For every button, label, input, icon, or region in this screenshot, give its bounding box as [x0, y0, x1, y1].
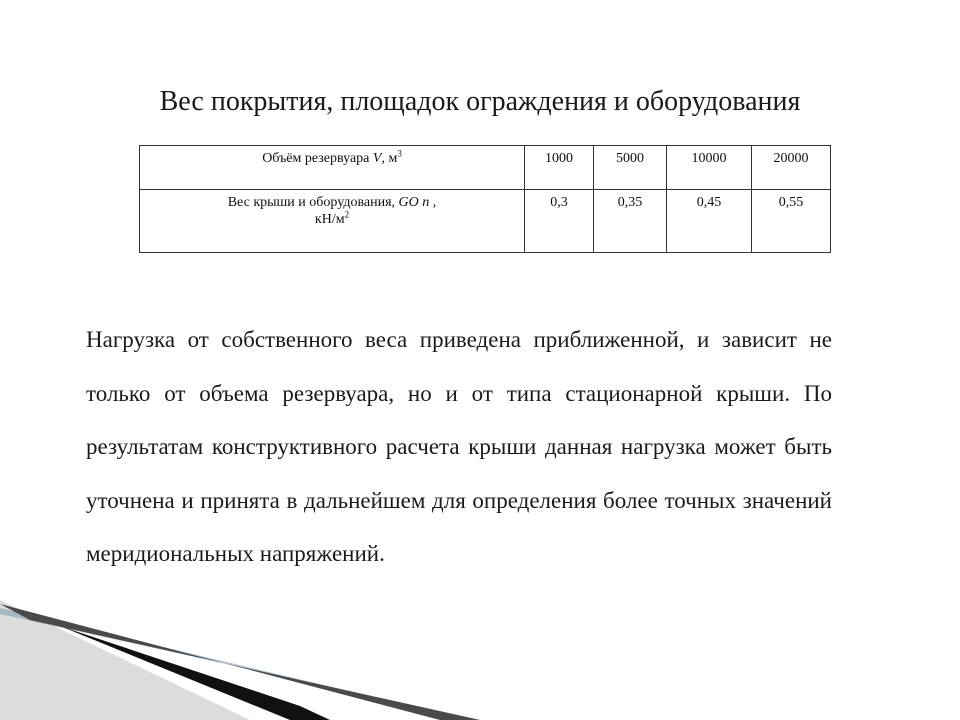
table-header-row — [140, 146, 831, 190]
weight-label-suffix: , — [429, 195, 437, 210]
weight-symbol: GO n — [398, 195, 430, 210]
weight-value-cell: 0,3 — [525, 190, 594, 253]
table-weight-row — [140, 190, 831, 253]
body-paragraph: Нагрузка от собственного веса приведена приближенной, и зависит не только от объема резервуара, но и от типа стационарной крыши. По результатам конструктивного расчета крыши данная нагрузка может быть уточнена и принята в дальнейшем для определения более точных значений меридиональных напряжений. — [86, 327, 832, 566]
volume-label-prefix: Объём резервуара — [262, 151, 373, 166]
volume-symbol: V — [372, 151, 382, 166]
decorative-stripes — [0, 560, 480, 720]
volume-value-cell: 5000 — [594, 146, 667, 190]
weight-value-cell: 0,55 — [752, 190, 831, 253]
weight-unit-exponent: 2 — [344, 209, 350, 220]
volume-value-cell: 20000 — [752, 146, 831, 190]
volume-value-cell: 1000 — [525, 146, 594, 190]
weight-label-prefix: Вес крыши и оборудования, — [227, 195, 399, 210]
volume-value-cell: 10000 — [667, 146, 752, 190]
slide-title: Вес покрытия, площадок ограждения и оборудования — [159, 86, 801, 117]
volume-label-cell — [140, 146, 525, 190]
weight-table — [139, 145, 831, 253]
weight-label-cell — [140, 190, 525, 253]
volume-label-suffix: , м — [381, 151, 398, 166]
volume-unit-exponent: 3 — [397, 148, 402, 159]
weight-unit: кН/м — [314, 212, 345, 227]
weight-value-cell: 0,45 — [667, 190, 752, 253]
weight-value-cell: 0,35 — [594, 190, 667, 253]
